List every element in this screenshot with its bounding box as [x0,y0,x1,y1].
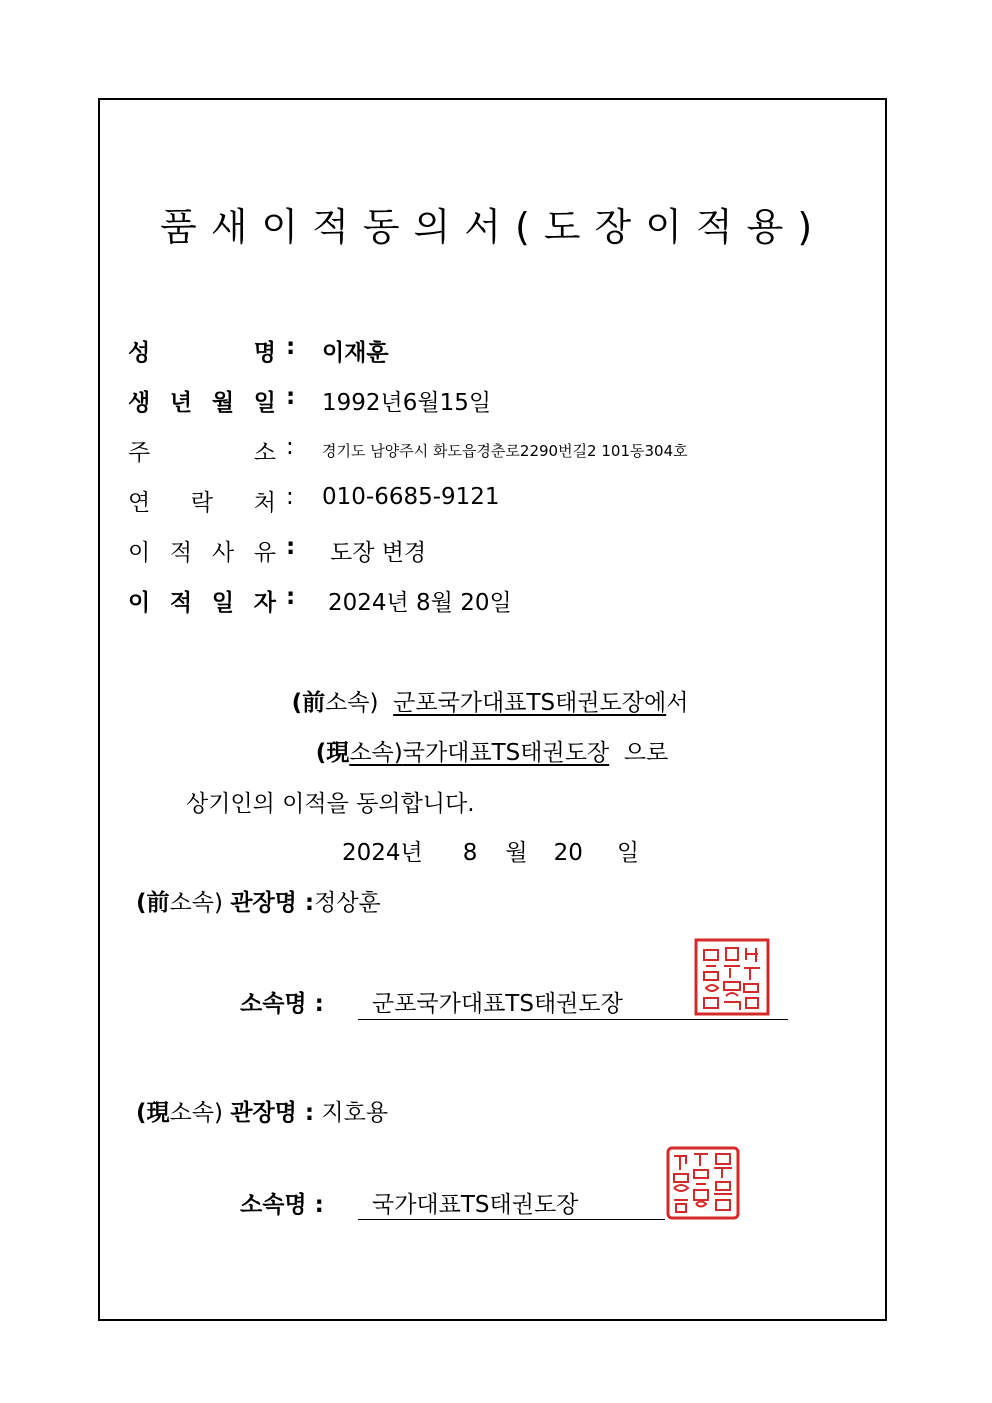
field-birth-label: 생 년 월 일 [128,390,276,416]
field-address-value: 경기도 남양주시 화도읍경춘로2290번길2 101동304호 [322,442,688,460]
colon: : [286,384,296,410]
field-address-label: 주 소 [128,440,276,466]
colon: : [286,334,296,360]
colon: : [286,434,294,460]
curr-dojang-underline [358,1219,665,1220]
colon: : [286,584,296,610]
field-contact-label: 연 락 처 [128,490,276,516]
field-name-value: 이재훈 [322,340,389,366]
curr-dojang-value: 국가대표TS태권도장 [372,1192,579,1218]
field-date-label: 이 적 일 자 [128,590,276,616]
curr-head-name: 지호용 [321,1100,389,1126]
field-name-label: 성 명 [128,340,276,366]
field-reason-label: 이 적 사 유 [128,540,276,566]
curr-prefix: (現 [315,740,350,766]
curr-sosok: 소속) [349,740,403,766]
curr-seal-stamp [666,1146,740,1220]
curr-dojang-name: 국가대표TS태권도장 [402,740,610,766]
colon: : [286,484,294,510]
prev-head-label: 관장명 : [230,890,315,916]
document-title: 품새이적동의서(도장이적용) [160,205,827,249]
field-reason-value: 도장 변경 [330,540,427,566]
prev-prefix: (前 [291,690,326,716]
prev-dojang-name: 군포국가대표TS태권도장에 [393,690,667,716]
prev-dojang-label: 소속명 : [240,991,324,1017]
consent-date: 2024년 8 월 20 일 [342,840,640,866]
prev-sosok-line [0,684,986,717]
field-contact-value: 010-6685-9121 [322,484,500,510]
curr-head-label: 관장명 : [230,1100,315,1126]
colon: : [286,534,296,560]
prev-sosok: 소속) [325,690,379,716]
consent-statement: 상기인의 이적을 동의합니다. [186,791,475,817]
field-date-value: 2024년 8월 20일 [328,590,512,616]
prev-dojang-value: 군포국가대표TS태권도장 [372,991,623,1017]
field-birth-value: 1992년6월15일 [322,390,492,416]
curr-suffix: 으로 [623,740,669,766]
prev-seal-stamp [694,938,770,1016]
prev-suffix: 서 [666,690,689,716]
curr-dojang-label: 소속명 : [240,1192,324,1218]
prev-head-row: (前소속) 관장명 :정상훈 [136,890,381,916]
curr-sosok-line [0,734,988,767]
prev-dojang-underline [358,1019,788,1020]
curr-head-row: (現소속) 관장명 : 지호용 [136,1100,389,1126]
prev-head-name: 정상훈 [314,890,381,916]
